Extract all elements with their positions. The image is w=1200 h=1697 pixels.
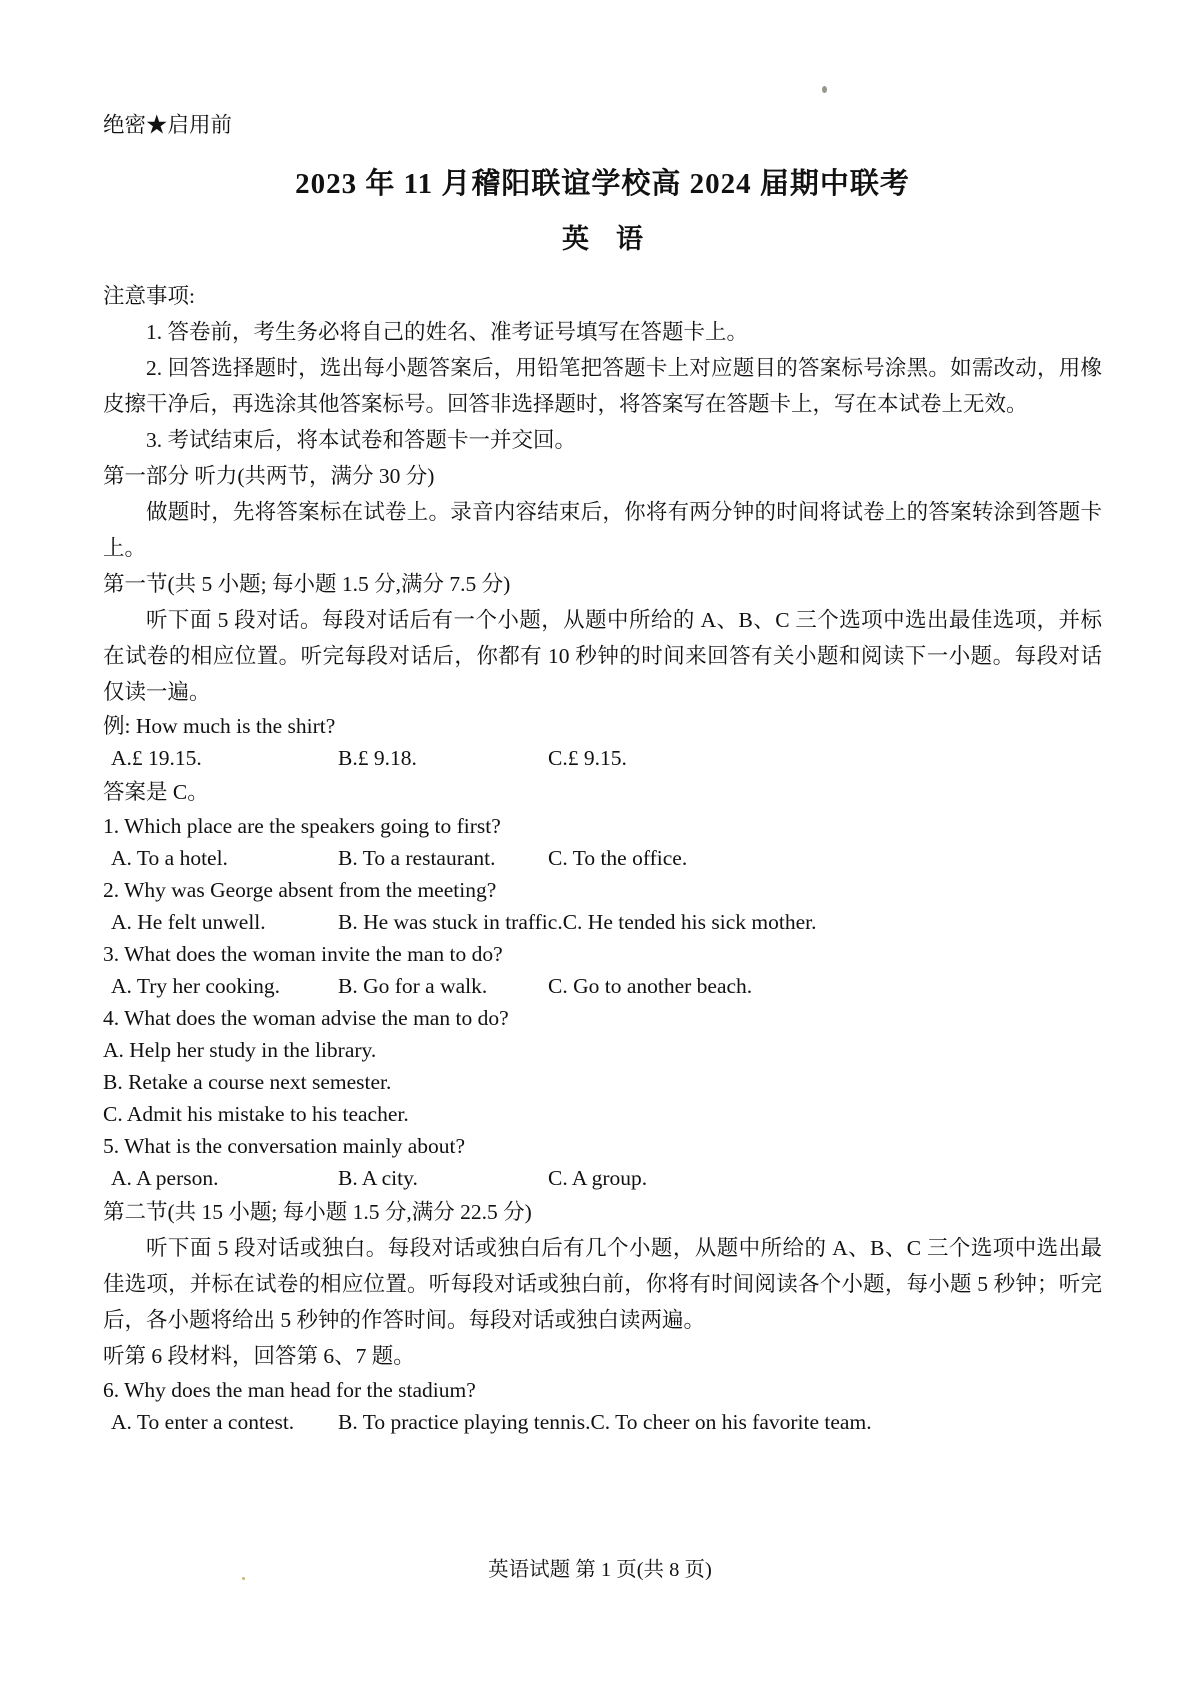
example-option-b: B.£ 9.18. xyxy=(338,746,417,770)
question-4-option-c: C. Admit his mistake to his teacher. xyxy=(103,1102,409,1126)
part1-heading: 第一部分 听力(共两节，满分 30 分) xyxy=(103,464,435,488)
question-5-option-c: C. A group. xyxy=(548,1166,648,1190)
part1-intro: 做题时，先将答案标在试卷上。录音内容结束后，你将有两分钟的时间将试卷上的答案转涂到答题卡上。 xyxy=(103,500,1102,560)
question-1: 1. Which place are the speakers going to first? xyxy=(103,814,501,838)
question-5: 5. What is the conversation mainly about? xyxy=(103,1134,466,1158)
question-1-option-a: A. To a hotel. xyxy=(111,846,228,870)
question-3: 3. What does the woman invite the man to do? xyxy=(103,942,503,966)
question-3-option-c: C. Go to another beach. xyxy=(548,974,753,998)
question-2-option-b: B. He was stuck in traffic. xyxy=(338,910,563,934)
question-2: 2. Why was George absent from the meeting? xyxy=(103,878,497,902)
question-3-options xyxy=(103,970,1102,1002)
question-2-options xyxy=(103,906,1102,938)
question-5-option-b: B. A city. xyxy=(338,1166,418,1190)
question-3-option-b: B. Go for a walk. xyxy=(338,974,488,998)
note-item-1: 1. 答卷前，考生务必将自己的姓名、准考证号填写在答题卡上。 xyxy=(146,320,749,344)
security-label: 绝密★启用前 xyxy=(103,113,233,137)
question-2-option-a: A. He felt unwell. xyxy=(111,910,266,934)
section1-instructions: 听下面 5 段对话。每段对话后有一个小题，从题中所给的 A、B、C 三个选项中选出最佳选项，并标在试卷的相应位置。听完每段对话后，你都有 10 秒钟的时间来回答有关小题和阅读下一小题。每段对话仅读一遍。 xyxy=(103,608,1102,704)
example-option-a: A.£ 19.15. xyxy=(111,746,202,770)
question-1-options xyxy=(103,842,1102,874)
example-options xyxy=(103,742,1102,774)
example-option-c: C.£ 9.15. xyxy=(548,746,627,770)
subject-title: 英 语 xyxy=(562,224,643,254)
question-6-option-b: B. To practice playing tennis. xyxy=(338,1410,591,1434)
question-5-options xyxy=(103,1162,1102,1194)
notes-heading: 注意事项: xyxy=(103,284,195,308)
question-4: 4. What does the woman advise the man to do? xyxy=(103,1006,509,1030)
example-prompt: 例: How much is the shirt? xyxy=(103,714,336,738)
section2-heading: 第二节(共 15 小题; 每小题 1.5 分,满分 22.5 分) xyxy=(103,1200,532,1224)
question-6-option-c: C. To cheer on his favorite team. xyxy=(590,1410,872,1434)
page-footer: 英语试题 第 1 页(共 8 页) xyxy=(488,1559,712,1581)
scan-artifact-dot xyxy=(822,86,827,93)
example-answer: 答案是 C。 xyxy=(103,780,209,804)
note-item-3: 3. 考试结束后，将本试卷和答题卡一并交回。 xyxy=(146,428,577,452)
section2-material-note: 听第 6 段材料，回答第 6、7 题。 xyxy=(103,1344,415,1368)
question-4-option-a: A. Help her study in the library. xyxy=(103,1038,377,1062)
question-6-options xyxy=(103,1406,1102,1438)
section2-instructions: 听下面 5 段对话或独白。每段对话或独白后有几个小题，从题中所给的 A、B、C 三个选项中选出最佳选项，并标在试卷的相应位置。听每段对话或独白前，你将有时间阅读各个小题，每小题 5 秒钟；听完后，各小题将给出 5 秒钟的作答时间。每段对话或独白读两遍。 xyxy=(103,1236,1102,1332)
question-3-option-a: A. Try her cooking. xyxy=(111,974,281,998)
note-item-2: 2. 回答选择题时，选出每小题答案后，用铅笔把答题卡上对应题目的答案标号涂黑。如需改动，用橡皮擦干净后，再选涂其他答案标号。回答非选择题时，将答案写在答题卡上，写在本试卷上无效。 xyxy=(103,356,1102,416)
question-6-option-a: A. To enter a contest. xyxy=(111,1410,295,1434)
question-2-option-c: C. He tended his sick mother. xyxy=(562,910,817,934)
section1-heading: 第一节(共 5 小题; 每小题 1.5 分,满分 7.5 分) xyxy=(103,572,511,596)
question-6: 6. Why does the man head for the stadium? xyxy=(103,1378,476,1402)
question-1-option-c: C. To the office. xyxy=(548,846,688,870)
question-4-option-b: B. Retake a course next semester. xyxy=(103,1070,392,1094)
question-5-option-a: A. A person. xyxy=(111,1166,219,1190)
question-1-option-b: B. To a restaurant. xyxy=(338,846,496,870)
page-title: 2023 年 11 月稽阳联谊学校高 2024 届期中联考 xyxy=(295,168,910,200)
